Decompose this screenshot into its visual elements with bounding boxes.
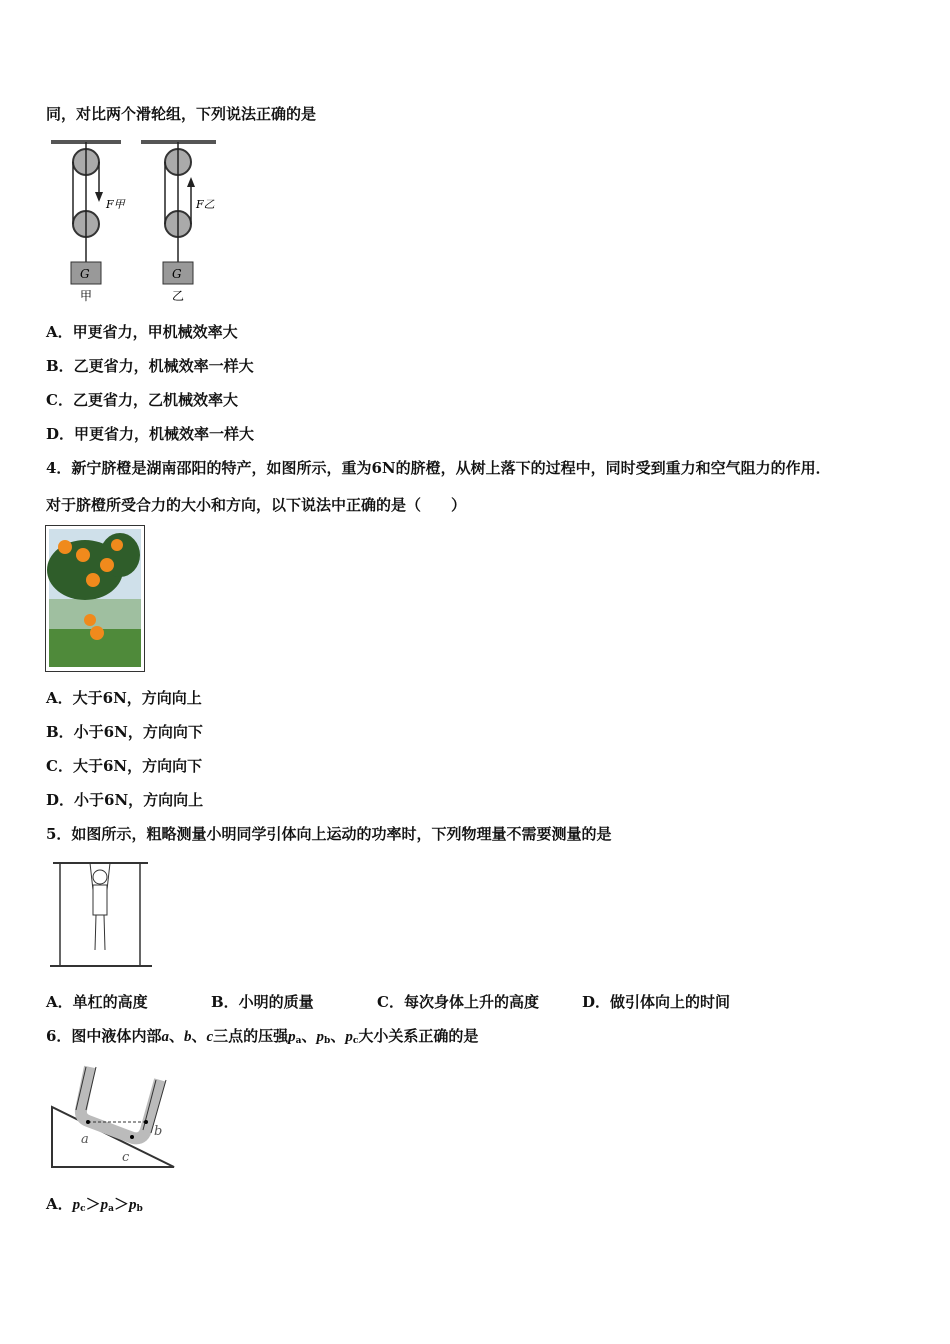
force-right-label: F乙 [196, 198, 215, 211]
q3-option-c: C．乙更省力，乙机械效率大 [46, 391, 238, 409]
text: 、 [168, 1027, 184, 1045]
q4-option-c: C．大于6N，方向向下 [46, 757, 203, 775]
text: 、 [330, 1027, 346, 1045]
u-tube-incline-figure [48, 1065, 180, 1173]
text: ＞ [113, 1195, 129, 1213]
text: c [122, 1150, 130, 1165]
pull-up-figure [48, 855, 154, 970]
q5-option-d: D．做引体向上的时间 [582, 993, 731, 1011]
text: b [324, 1036, 331, 1046]
text: a [161, 1029, 169, 1045]
text: c [80, 1204, 86, 1214]
text: p [129, 1197, 137, 1213]
q5-option-a: A．单杠的高度 [46, 993, 148, 1011]
right-label: 乙 [172, 289, 185, 303]
q4-stem-line1: 4．新宁脐橙是湖南邵阳的特产，如图所示，重为6N的脐橙，从树上落下的过程中，同时受到重力和空气阻力的作用． [46, 459, 831, 477]
text: b [136, 1204, 143, 1214]
text: p [288, 1029, 296, 1045]
text: 、 [191, 1027, 207, 1045]
q3-stem: 同，对比两个滑轮组，下列说法正确的是 [46, 105, 317, 123]
text: a [108, 1204, 114, 1214]
pulley-figure [46, 132, 226, 307]
text: a [81, 1132, 89, 1147]
text: 、 [301, 1027, 317, 1045]
weight-label: G [172, 267, 182, 281]
q4-stem-line2: 对于脐橙所受合力的大小和方向，以下说法中正确的是（ ） [46, 496, 467, 514]
text: a [295, 1036, 302, 1046]
text: ＞ [85, 1195, 101, 1213]
left-label: 甲 [80, 289, 93, 303]
text: c [206, 1029, 214, 1045]
orange-tree-photo [45, 525, 145, 672]
q6-stem [46, 1025, 478, 1046]
q4-option-a: A．大于6N，方向向上 [46, 689, 202, 707]
q4-option-d: D．小于6N，方向向上 [46, 791, 204, 809]
q5-option-c: C．每次身体上升的高度 [377, 993, 539, 1011]
text: p [345, 1029, 353, 1045]
text: 6．图中液体内部 [46, 1027, 162, 1045]
q5-stem: 5．如图所示，粗略测量小明同学引体向上运动的功率时，下列物理量不需要测量的是 [46, 825, 612, 843]
text: 三点的压强 [213, 1027, 289, 1045]
q3-option-d: D．甲更省力，机械效率一样大 [46, 425, 255, 443]
text: c [352, 1036, 359, 1046]
text: b [154, 1124, 163, 1139]
q3-option-b: B．乙更省力，机械效率一样大 [46, 357, 254, 375]
q4-option-b: B．小于6N，方向向下 [46, 723, 203, 741]
q5-option-b: B．小明的质量 [211, 993, 314, 1011]
text: p [316, 1029, 325, 1045]
weight-label: G [80, 267, 90, 281]
force-left-label: F甲 [106, 198, 125, 211]
text: p [72, 1197, 81, 1213]
q6-option-a [46, 1193, 143, 1214]
text: A． [46, 1195, 73, 1213]
text: b [183, 1029, 192, 1045]
q3-option-a: A．甲更省力，甲机械效率大 [46, 323, 238, 341]
text: 大小关系正确的是 [358, 1027, 479, 1045]
text: p [100, 1197, 109, 1213]
